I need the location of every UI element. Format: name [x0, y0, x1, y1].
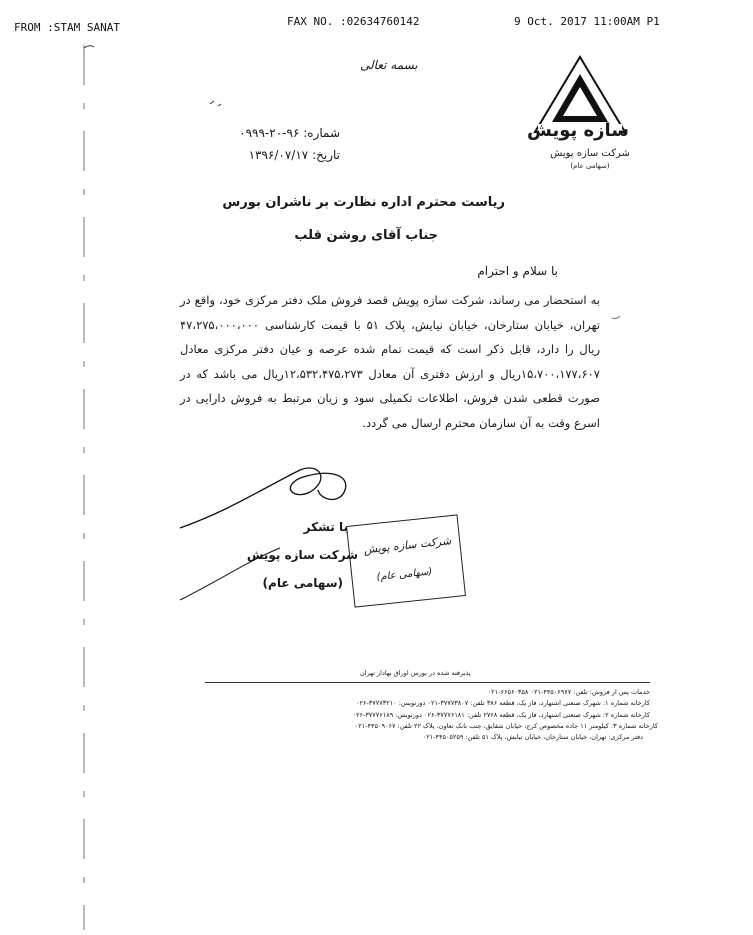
- fax-from: FROM :STAM SANAT: [14, 21, 120, 34]
- stamp-company-type: (سهامی عام): [376, 566, 433, 584]
- closing-company: شرکت سازه پویش: [246, 548, 358, 562]
- reference-date-label: تاریخ:: [312, 148, 340, 162]
- footer-divider: [205, 682, 650, 683]
- closing-thanks: با تشکر: [303, 520, 348, 534]
- greeting: با سلام و احترام: [477, 264, 558, 278]
- reference-number-label: شماره:: [303, 126, 340, 140]
- footer-head-office: دفتر مرکزی: تهران، خیابان ستارخان، خیابان نیایش، پلاک ۵۱ تلفن: ۴۴۵۰۵۲۵۹-۰۲۱: [422, 733, 643, 741]
- reference-number-value: ۹۶-۲۰-۰۹۹۹: [239, 126, 300, 140]
- recipient-name: جناب آقای روشن قلب: [294, 228, 438, 243]
- invocation: بسمه تعالی: [360, 58, 418, 72]
- reference-date-value: ۱۳۹۶/۰۷/۱۷: [248, 148, 309, 162]
- fax-datetime-page: 9 Oct. 2017 11:00AM P1: [514, 15, 660, 28]
- recipient-title: ریاست محترم اداره نظارت بر ناشران بورس: [222, 195, 505, 210]
- footer-factory-1: کارخانه شماره ۱: شهرک صنعتی اشتهارد، فاز یک، قطعه ۳۸۶ تلفن: ۳۷۷۷۳۸۰۷-۰۲۱ دورنویس: ۳۷۷۷۳۲۱۰-۰۲۶: [355, 699, 650, 707]
- letterhead-company-name: شرکت سازه پویش: [550, 148, 630, 159]
- footer-registration-note: پذیرفته شده در بورس اوراق بهادار تهران: [360, 669, 471, 677]
- footer-factory-2: کارخانه شماره ۲: شهرک صنعتی اشتهارد، فاز یک، قطعه ۲۷۶۸ تلفن: ۳۷۷۷۶۱۸۱-۰۲۶ دورنویس: ۳۷۷۷۶۱۸۹-۰۲۶: [352, 711, 650, 719]
- letterhead-company-type: (سهامی عام): [570, 162, 610, 170]
- brand-logo-text: سازه پویش: [527, 120, 629, 141]
- company-stamp: [346, 514, 466, 607]
- closing-company-type: (سهامی عام): [262, 576, 343, 590]
- letter-body: به استحضار می رساند، شرکت سازه پویش قصد فروش ملک دفتر مرکزی خود، واقع در تهران، خیابان ستارخان، خیابان نیایش، پلاک ۵۱ با قیمت کارشناسی ۴۷،۲۷۵،۰۰۰،۰۰۰ ریال را دارد، قابل ذکر است که قیمت تمام شده عرصه و عیان دفتر مرکزی معادل ۱۵،۷۰۰،۱۷۷،۶۰۷ریال و ارزش دفتری آن معادل ۱۲،۵۳۲،۴۷۵،۲۷۳ریال می باشد که در صورت قطعی شدن فروش، اطلاعات تکمیلی سود و زیان مرتبط به فروش دارایی در اسرع وقت به آن سازمان محترم ارسال می گردد.: [180, 293, 600, 430]
- footer-factory-3: کارخانه شماره ۳: کیلومتر ۱۱ جاده مخصوص کرج، خیابان شقایق، جنب بانک تعاون، پلاک ۲۲ تلفن: ۴۴۵۰۹۰۶۷-۰۲۱: [354, 722, 658, 730]
- fax-number: FAX NO. :02634760142: [287, 15, 420, 28]
- stamp-company-name: شرکت سازه پویش: [363, 534, 452, 557]
- footer-aftersales: خدمات پس از فروش: تلفن: ۴۴۵۰۶۹۷۷-۰۲۱ ۶۶۵۶۰۳۵۸-۰۲۱: [487, 688, 650, 696]
